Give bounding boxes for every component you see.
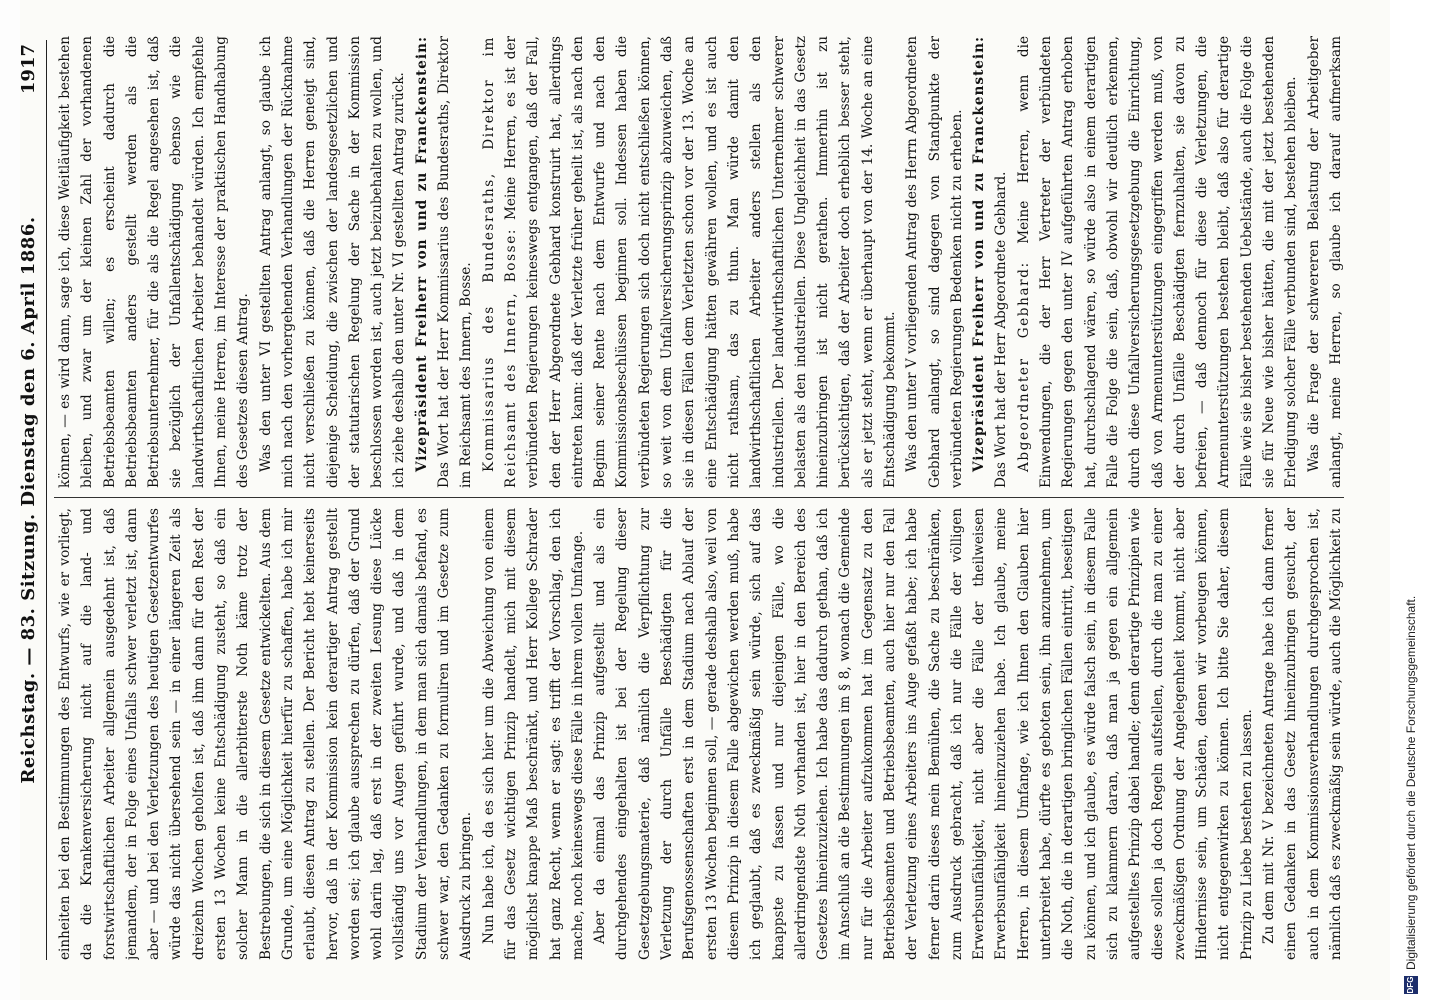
page-number: 1917 <box>18 44 39 95</box>
speech-text: Meine Herren, wenn die Einwendungen, die der Herr Vertreter der verbündeten Regierungen gegen den unter IV aufgeführten Antrag erhoben hat, durchschlagend wären, so würde also in einem derartigen Falle die Folge die sein, daß, obwohl wir deutlich erkennen, durch diese Unfallversicherungsgesetzgebung die Einrichtung, daß von Armenunterstützungen eingegriffen werden muß, von der durch Unfälle Beschädigten fernzuhalten, sie davon zu befreien, — daß dennoch für diese die Verletzungen, die Armenunterstützungen bestehen bleibt, daß also für derartige Fälle wie sie bisher bestehenden Uebelstände, auch die Folge die sie für Neue wie bisher hätten, die mit der jetzt bestehenden Erledigung solcher Fälle verbunden sind, bestehen bleiben. <box>1015 36 1300 488</box>
speech-text: Das Wort hat der Herr Kommissarius des Bundesraths, Direktor im Reichsamt des Innern, Bosse. <box>436 36 475 488</box>
speaker-name: Vizepräsident Freiherr von und zu Franckenstein: <box>971 36 988 472</box>
paragraph: Zu dem mit Nr. V bezeichneten Antrage habe ich dann ferner einen Gedanken in das Gesetz hineinzubringen gesucht, der auch in dem Kommissionsverhandlungen durchgesprochen ist, nämlich daß es zweckmäßig sein würde, auch die Möglichkeit zu <box>1261 508 1344 960</box>
speaker-name: Vizepräsident Freiherr von und zu Franckenstein: <box>413 36 430 472</box>
speaker-name: Kommissarius des Bundesraths, Direktor im Reichsamt des Innern, Bosse: <box>480 36 519 488</box>
paragraph: Nun habe ich, da es sich hier um die Abweichung von einem für das Gesetz wichtigen Prinzip handelt, mich mit diesem möglichst knappe Maß beschränkt, und Herr Kollege Schrader hat ganz Recht, wenn er sagt: es trifft der Vorschlag, den ich mache, noch keineswegs diese Fälle in ihrem vollen Umfange. <box>480 508 586 960</box>
speaker-name: Abgeordneter Gebhard: <box>1015 261 1032 472</box>
speech-paragraph <box>1013 36 1303 488</box>
paragraph: Was den unter VI gestellten Antrag anlangt, so glaube ich mich nach den vorhergehenden Verhandlungen der Rücknahme nicht verschließen zu können, daß die Herren geneigt sind, diejenige Scheidung, die zwischen der landesgesetzlichen und der statutarischen Regelung der Sache in der Kommission beschlossen worden ist, auch jetzt beizubehalten zu wollen, und ich ziehe deshalb den unter Nr. VI gestellten Antrag zurück. <box>257 36 408 488</box>
page-header <box>12 40 47 960</box>
left-column <box>54 508 1344 960</box>
right-column <box>54 36 1344 488</box>
paragraph: Was die Frage der schwereren Belastung der Arbeitgeber anlangt, meine Herren, so glaube ich darauf aufmerksam <box>1305 36 1344 488</box>
paragraph: Aber da einmal das Prinzip aufgestellt und als ein durchgehendes eingehalten ist bei der Regelung dieser Gesetzgebungsmaterie, daß nämlich die Verpflichtung zur Verletzung der durch Unfälle Beschädigten für die Berufsgenossenschaften erst in dem Stadium nach Ablauf der ersten 13 Wochen beginnen soll, — gerade deshalb also, weil von diesem Prinzip in diesem Falle abgewichen werden muß, habe ich geglaubt, daß es zweckmäßig sein würde, sich auf das knappste zu fassen und nur diejenigen Fälle, wo die allerdringendste Noth vorhanden ist, hier in den Bereich des Gesetzes hineinzuziehen. Ich habe das dadurch gethan, daß ich im Anschluß an die Bestimmungen im § 8, wonach die Gemeinde nur für die Arbeiter aufzukommen hat im Gegensatz zu den Betriebsbeamten und Betriebsbeamten, auch hier nur den Fall der Verletzung eines Arbeiters ins Auge gefaßt habe; ich habe ferner darin dieses mein Bemühen, die Sache zu beschränken, zum Ausdruck gebracht, daß ich nur die Fälle der völligen Erwerbsunfähigkeit, nicht aber die Fälle der theilweisen Erwerbsunfähigkeit hineinzuziehen habe. Ich glaube, meine Herren, in diesem Umfange, wie ich Ihnen den Glauben hier unterbreitet habe, dürfte es geboten sein, ihn anzunehmen, um die Noth, die in derartigen bringlichen Fällen eintritt, beseitigen zu können, und ich glaube, es würde falsch sein, in diesem Falle sich zu klammern daran, daß man ja gegen ein allgemein aufgestelltes Prinzip dabei handle; denn derartige Prinzipien wie diese sollen ja doch Regeln aufstellen, durch die man zu einer zweckmäßigen Ordnung der Angelegenheit kommt, nicht aber Hindernisse sein, um Schäden, denen wir vorbeugen können, nicht entgegenwirken zu können. Ich bitte Sie daher, diesem Prinzip zu Liebe bestehen zu lassen. <box>592 508 1255 960</box>
digitization-footer <box>1390 0 1432 1000</box>
paragraph: Was den unter V vorliegenden Antrag des Herrn Abgeordneten Gebhard anlangt, so sind dagegen von Standpunkte der verbündeten Regierungen Bedenken nicht zu erheben. <box>904 36 965 488</box>
column-divider <box>54 497 1344 498</box>
running-title: Reichstag. — 83. Sitzung. Dienstag den 6. April 1886. <box>18 216 39 784</box>
dfg-logo: DFG <box>1404 976 1418 994</box>
speech-text: Meine Herren, es ist der verbündeten Regierungen keineswegs entgangen, daß der Fall, den der Herr Abgeordnete Gebhard konstruirt hat, allerdings eintreten kann: daß der Verletzte früher geheilt ist, als nach den Beginn seiner Rente nach dem Entwurfe und nach den Kommissionsbeschlüssen beginnen soll. Indessen haben die verbündeten Regierungen sich doch nicht entschließen können, so weit von dem Unfallversicherungsprinzip abzuweichen, daß sie in diesen Fällen dem Verletzten schon vor der 13. Woche an eine Entschädigung hätten gewähren wollen, und es ist auch nicht rathsam, das zu thun. Man würde damit den landwirthschaftlichen Arbeiter anders stellen als den industriellen. Der landwirthschaftlichen Unternehmer schwerer belasten als den industriellen. Diese Ungleichheit in das Gesetz hineinzubringen ist nicht gerathen. Immerhin ist zu berücksichtigen, daß der Arbeiter doch erheblich besser steht, als er jetzt steht, wenn er überhaupt von der 14. Woche an eine Entschädigung bekommt. <box>502 36 898 488</box>
speech-paragraph <box>411 36 478 488</box>
speech-paragraph <box>478 36 902 488</box>
paragraph: einheiten bei den Bestimmungen des Entwurfs, wie er vorliegt, da die Krankenversicherung nicht auf die land- und forstwirtschaftlichen Arbeiter allgemein ausgedehnt ist, daß jemandem, der in Folge eines Unfalls schwer verletzt ist, dann aber — und bei den Verletzungen des heutigen Gesetzentwurfes würde das nicht übersehend sein — in einer längeren Zeit als dreizehn Wochen geholfen ist, daß ihm dann für den Rest der ersten 13 Wochen keine Entschädigung zusteht, so daß ein solcher Mann in die allerbitterste Noth käme trotz der Bestrebungen, die sich in diesem Gesetze entwickelten. Aus dem Grunde, um eine Möglichkeit hierfür zu schaffen, habe ich mir erlaubt, diesen Antrag zu stellen. Der Bericht hebt keinerseits hervor, daß in der Kommission kein derartiger Antrag gestellt worden sei; ich glaube aussprechen zu dürfen, daß der Grund wohl darin lag, daß erst in der zweiten Lesung diese Lücke vollständig uns vor Augen geführt wurde, und daß in dem Stadium der Verhandlungen, in dem man sich damals befand, es schwer war, den Gedanken zu formuliren und im Gesetze zum Ausdruck zu bringen. <box>57 508 475 960</box>
paragraph: können, — es wird dann, sage ich, diese Weitläufigkeit bestehen bleiben, und zwar um der kleinen Zahl der vorhandenen Betriebsbeamten willen; es erscheint dadurch die Betriebsbeamten anders gestellt werden als die Betriebsunternehmer, für die als die Regel angesehen ist, daß sie bezüglich der Unfallentschädigung ebenso wie die landwirthschaftlichen Arbeiter behandelt würden. Ich empfehle Ihnen, meine Herren, im Interesse der praktischen Handhabung des Gesetzes diesen Antrag. <box>57 36 252 488</box>
speech-paragraph <box>968 36 1013 488</box>
digitization-note: Digitalisierung gefördert durch die Deutsche Forschungsgemeinschaft. <box>1404 595 1418 970</box>
speech-text: Das Wort hat der Herr Abgeordnete Gebhard. <box>993 171 1010 488</box>
